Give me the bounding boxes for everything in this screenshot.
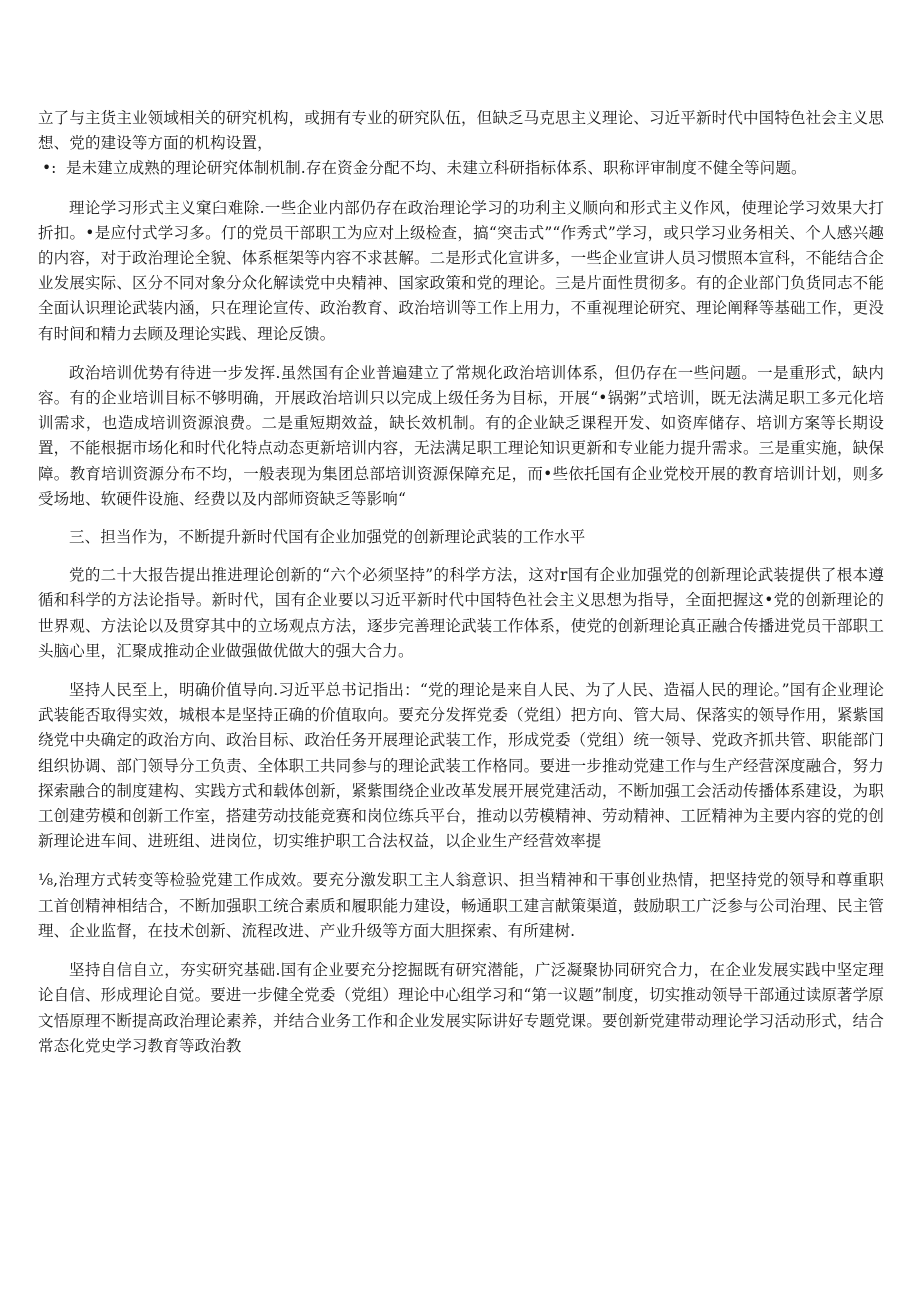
paragraph-self-confidence: 坚持自信自立，夯实研究基础.国有企业要充分挖掘既有研究潜能，广泛凝聚协同研究合力，在企业发展实践中坚定理论自信、形成理论自觉。要进一步健全党委（党组）理论中心组学习和“第一议题”制度，切实推动领导干部通过读原著学原文悟原理不断提高政治理论素养，并结合业务工作和企业发展实际讲好专题党课。要创新党建带动理论学习活动形式，结合常态化党史学习教育等政治教 — [38, 961, 884, 1055]
section-heading-three: 三、担当作为，不断提升新时代国有企业加强党的创新理论武装的工作水平 — [69, 528, 586, 547]
paragraph-twentieth-congress: 党的二十大报告提出推进理论创新的“六个必须坚持”的科学方法，这对r国有企业加强党的创新理论武装提供了根本遵循和科学的方法论指导。新时代，国有企业要以习近平新时代中国特色社会主义思想为指导，全面把握这•党的创新理论的世界观、方法论以及贯穿其中的立场观点方法，逐步完善理论武装工作体系，使党的创新理论真正融合传播进党员干部职工头脑心里，汇聚成推动企业做强做优做大的强大合力。 — [38, 566, 884, 660]
paragraph-theory-study-formalism: 理论学习形式主义窠臼难除.一些企业内部仍存在政治理论学习的功利主义顺向和形式主义作风，使理论学习效果大打折扣。•是应付式学习多。仃的党员干部职工为应对上级检查，搞“突击式”“作秀式”学习，或只学习业务相关、个人感兴趣的内容，对于政治理论全貌、体系框架等内容不求甚解。二是形式化宣讲多，一些企业宣讲人员习惯照本宣科，不能结合企业发展实际、区分不同对象分众化解读党中央精神、国家政策和党的理论。三是片面性贯彻多。有的企业部门负货同志不能全面认识理论武装内涵，只在理论宣传、政治教育、政治培训等工作上用力，不重视理论研究、理论阐释等基础工作，更没有时间和精力去顾及理论实践、理论反馈。 — [38, 198, 884, 343]
paragraph-research-mechanism: 是未建立成熟的理论研究体制机制.存在资金分配不均、未建立科研指标体系、职称评审制度不健全等问题。 — [66, 159, 807, 178]
paragraph-political-training: 政治培训优势有待进一步发挥.虽然国有企业普遍建立了常规化政治培训体系，但仍存在一些问题。一是重形式，缺内容。有的企业培训目标不够明确，开展政治培训只以完成上级任务为目标，开展“•锅粥”式培训，既无法满足职工多元化培训需求，也造成培训资源浪费。二是重短期效益，缺长效机制。有的企业缺乏课程开发、如资库储存、培训方案等长期设置，不能根据市场化和时代化特点动态更新培训内容，无法满足职工理论知识更新和专业能力提升需求。三是重实施，缺保障。教育培训资源分布不均，一般表现为集团总部培训资源保障充足，而•些依托国有企业党校开展的教育培训计划，则多受场地、软硬件设施、经费以及内部师资缺乏等影响“ — [38, 363, 884, 508]
paragraph-research-institutions: 立了与主货主业领域相关的研究机构，或拥有专业的研究队伍，但缺乏马克思主义理论、习近平新时代中国特色社会主义思想、党的建设等方面的机构设置， — [38, 109, 884, 153]
paragraph-people-first: 坚持人民至上，明确价值导向.习近平总书记指出：“党的理论是来自人民、为了人民、造福人民的理论。”国有企业理论武装能否取得实效，城根本是坚持正确的价值取向。要充分发挥党委（党组）把方向、管大局、保落实的领导作用，紧紫国绕党中央确定的政治方向、政治目标、政治任务开展理论武装工作，形成党委（党组）统一领导、党政齐抓共管、职能部门组织协调、部门领导分工负责、全体职工共同参与的理论武装工作格同。要进一步推动党建工作与生产经营深度融合，努力探索融合的制度建构、实践方式和载体创新，紧紫围绕企业改革发展开展党建活动，不断加强工会活动传播体系建设，为职工创建劳模和创新工作室，搭建劳动技能竞赛和岗位练兵平台，推动以劳模精神、劳动精神、工匠精神为主要内容的党的创新理论进车间、进班组、进岗位，切实维护职工合法权益，以企业生产经营效率提 — [38, 681, 884, 851]
bullet-item-research-mechanism — [38, 156, 884, 181]
paragraph-governance-transformation: ⅛,治理方式转变等检验党建工作成效。要充分激发职工主人翁意识、担当精神和干事创业热情，把坚持党的领导和尊重职工首创精神相结合，不断加强职工统合素质和履职能力建设，畅通职工建言献策渠道，鼓励职工广泛参与公司治理、民主管理、企业监督，在技术创新、流程改进、产业升级等方面大胆探索、有所建树. — [38, 871, 884, 940]
document-page — [38, 106, 884, 1059]
bullet-marker: •: — [42, 159, 57, 178]
